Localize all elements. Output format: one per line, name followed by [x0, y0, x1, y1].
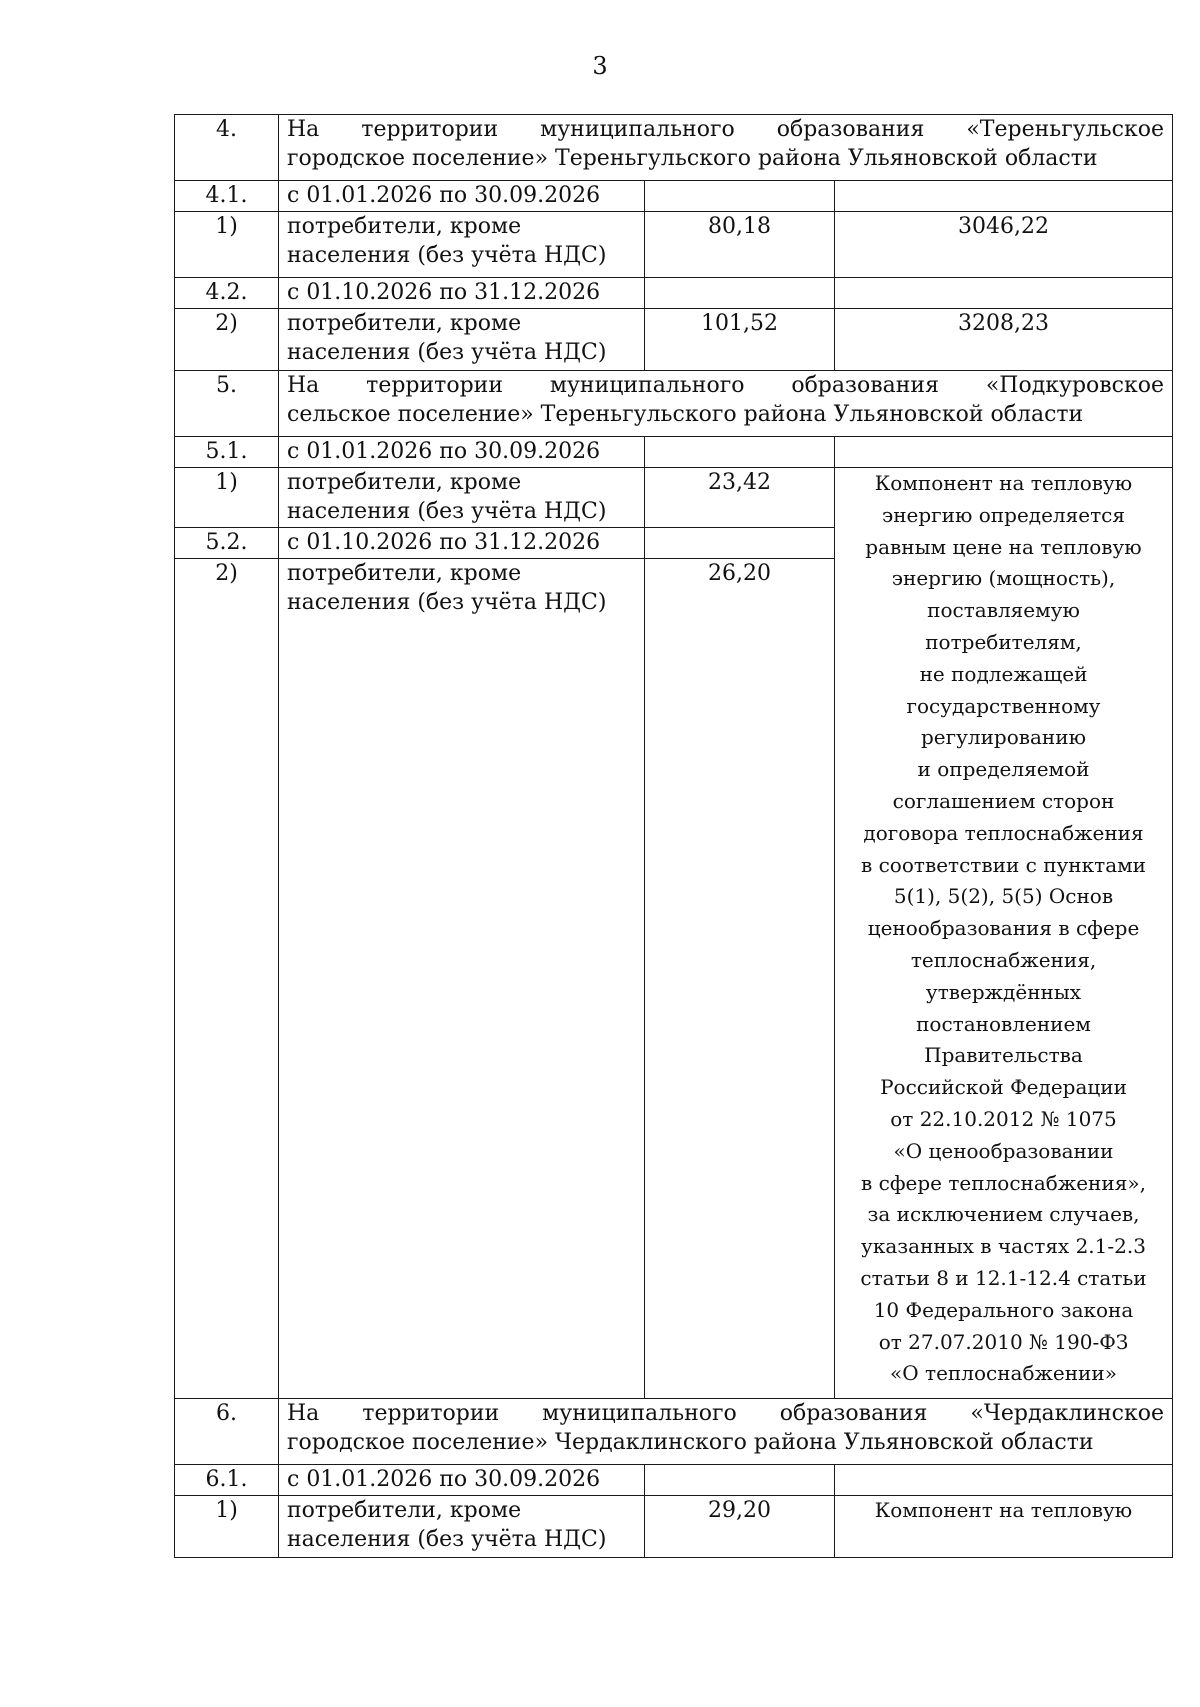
component-note-line: соглашением сторон — [892, 788, 1115, 813]
tariff-value: 26,20 — [645, 559, 835, 1399]
section-title-line: На территории муниципального образования «Чердаклинское — [287, 1401, 1164, 1426]
section-row — [175, 1399, 1173, 1465]
row-number: 5. — [175, 371, 279, 437]
consumer-label: потребители, кроме населения (без учёта НДС) — [279, 468, 645, 528]
component-note — [835, 468, 1173, 1399]
tariff-table — [174, 114, 1173, 1558]
component-note: Компонент на тепловую — [835, 1496, 1173, 1558]
row-number: 5.2. — [175, 528, 279, 559]
component-value: 3046,22 — [835, 212, 1173, 278]
component-note-line: в сфере теплоснабжения», — [861, 1170, 1146, 1195]
component-note-line: «О ценообразовании — [893, 1138, 1114, 1163]
component-note-line: не подлежащей — [919, 661, 1088, 686]
period-row — [175, 181, 1173, 212]
row-number: 4.2. — [175, 278, 279, 309]
component-note-line: за исключением случаев, — [867, 1202, 1140, 1227]
row-number: 2) — [175, 309, 279, 371]
section-title-line: На территории муниципального образования «Подкуровское — [287, 373, 1164, 398]
tariff-row — [175, 212, 1173, 278]
section-title — [279, 371, 1173, 437]
period-row — [175, 1465, 1173, 1496]
component-note-line: в соответствии с пунктами — [860, 852, 1147, 877]
period-row — [175, 278, 1173, 309]
tariff-row — [175, 1496, 1173, 1558]
tariff-value: 29,20 — [645, 1496, 835, 1558]
tariff-row — [175, 468, 1173, 528]
component-note-lines — [843, 468, 1164, 1390]
component-note-line: регулированию — [920, 725, 1087, 750]
row-number: 1) — [175, 212, 279, 278]
component-note-line: утверждённых — [925, 979, 1082, 1004]
consumer-label: потребители, кроме населения (без учёта НДС) — [279, 212, 645, 278]
period-label: с 01.10.2026 по 31.12.2026 — [279, 278, 645, 309]
period-label: с 01.01.2026 по 30.09.2026 — [279, 1465, 645, 1496]
empty-cell — [645, 528, 835, 559]
empty-cell — [835, 181, 1173, 212]
section-title — [279, 115, 1173, 181]
section-title — [279, 1399, 1173, 1465]
component-note-line: государственному — [906, 693, 1101, 718]
row-number: 4.1. — [175, 181, 279, 212]
section-row — [175, 115, 1173, 181]
period-row — [175, 437, 1173, 468]
component-note-line: договора теплоснабжения — [863, 820, 1144, 845]
row-number: 4. — [175, 115, 279, 181]
component-note-line: и определяемой — [917, 757, 1090, 782]
empty-cell — [835, 278, 1173, 309]
component-note-line: энергию определяется — [882, 502, 1125, 527]
component-note-line: постановлением — [916, 1011, 1091, 1036]
consumer-label: потребители, кроме населения (без учёта НДС) — [279, 1496, 645, 1558]
component-note-line: от 27.07.2010 № 190-ФЗ — [878, 1329, 1129, 1354]
empty-cell — [645, 181, 835, 212]
component-note-line: статьи 8 и 12.1-12.4 статьи — [860, 1265, 1147, 1290]
tariff-row — [175, 309, 1173, 371]
component-value: 3208,23 — [835, 309, 1173, 371]
component-note-line: потребителям, — [925, 629, 1082, 654]
row-number: 6. — [175, 1399, 279, 1465]
component-note-line: энергию (мощность), — [891, 566, 1116, 591]
row-number: 1) — [175, 468, 279, 528]
section-title-line: городское поселение» Тереньгульского района Ульяновской области — [287, 146, 1098, 171]
component-note-line: Правительства — [924, 1043, 1083, 1068]
component-note-line: указанных в частях 2.1-2.3 — [861, 1234, 1146, 1259]
empty-cell — [835, 437, 1173, 468]
component-note-line: равным цене на тепловую — [865, 534, 1142, 559]
row-number: 6.1. — [175, 1465, 279, 1496]
empty-cell — [645, 278, 835, 309]
tariff-value: 101,52 — [645, 309, 835, 371]
period-label: с 01.10.2026 по 31.12.2026 — [279, 528, 645, 559]
component-note-line: «О теплоснабжении» — [890, 1361, 1117, 1386]
period-label: с 01.01.2026 по 30.09.2026 — [279, 437, 645, 468]
component-note-line: 10 Федерального закона — [873, 1297, 1134, 1322]
consumer-label: потребители, кроме населения (без учёта НДС) — [279, 309, 645, 371]
component-note-line: Компонент на тепловую — [874, 471, 1133, 495]
component-note-line: теплоснабжения, — [910, 947, 1097, 972]
component-note-line: 5(1), 5(2), 5(5) Основ — [893, 884, 1114, 909]
page-number: 3 — [592, 52, 608, 80]
section-title-line: На территории муниципального образования «Тереньгульское — [287, 117, 1164, 142]
empty-cell — [645, 437, 835, 468]
period-label: с 01.01.2026 по 30.09.2026 — [279, 181, 645, 212]
consumer-label: потребители, кроме населения (без учёта НДС) — [279, 559, 645, 1399]
tariff-value: 23,42 — [645, 468, 835, 528]
section-title-line: городское поселение» Чердаклинского района Ульяновской области — [287, 1430, 1094, 1455]
empty-cell — [645, 1465, 835, 1496]
section-title-line: сельское поселение» Тереньгульского района Ульяновской области — [287, 402, 1084, 427]
component-note-line: Российской Федерации — [880, 1075, 1127, 1100]
component-note-line: от 22.10.2012 № 1075 — [890, 1106, 1117, 1131]
tariff-value: 80,18 — [645, 212, 835, 278]
empty-cell — [835, 1465, 1173, 1496]
row-number: 2) — [175, 559, 279, 1399]
component-note-line: ценообразования в сфере — [867, 916, 1140, 941]
section-row — [175, 371, 1173, 437]
component-note-line: поставляемую — [927, 598, 1080, 623]
row-number: 5.1. — [175, 437, 279, 468]
row-number: 1) — [175, 1496, 279, 1558]
